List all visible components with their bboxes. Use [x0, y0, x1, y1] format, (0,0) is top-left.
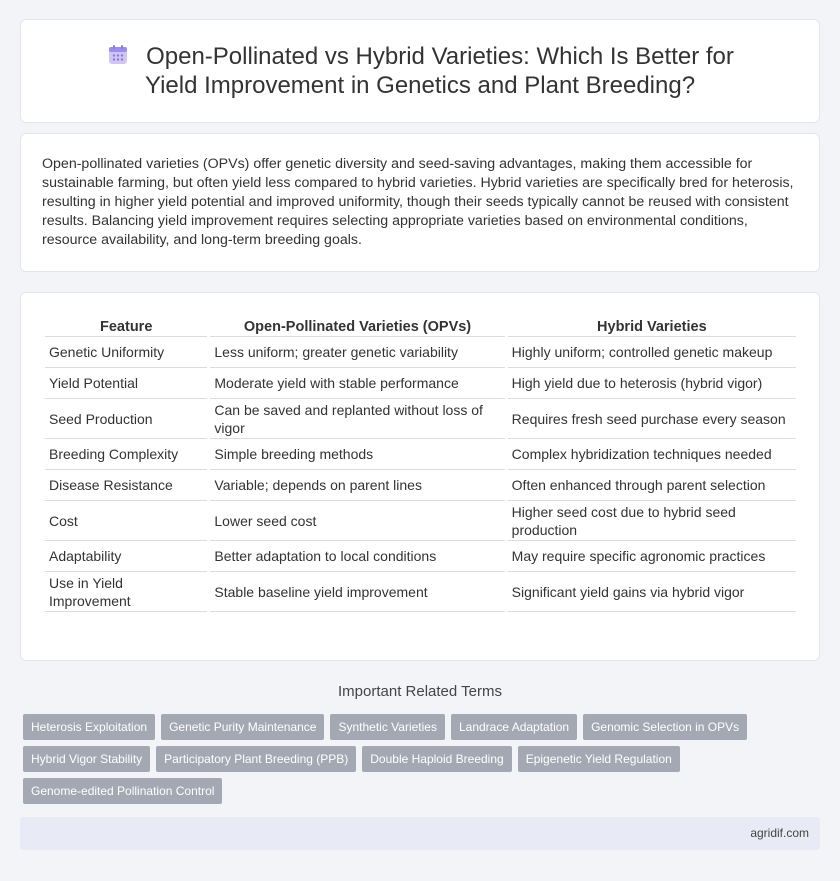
tag-row — [23, 746, 803, 772]
hybrid-cell: Requires fresh seed purchase every season — [508, 399, 796, 439]
tag-epigenetic-yield-regulation[interactable]: Epigenetic Yield Regulation — [518, 746, 680, 772]
opv-cell: Stable baseline yield improvement — [210, 572, 504, 612]
tag-genetic-purity-maintenance[interactable]: Genetic Purity Maintenance — [161, 714, 324, 740]
related-terms-title: Important Related Terms — [338, 683, 502, 700]
opv-cell: Can be saved and replanted without loss of vigor — [210, 399, 504, 439]
hybrid-cell: Significant yield gains via hybrid vigor — [508, 572, 796, 612]
hybrid-cell: Complex hybridization techniques needed — [508, 439, 796, 470]
tag-row — [23, 778, 803, 804]
feature-cell: Breeding Complexity — [45, 439, 207, 470]
hybrid-cell: Often enhanced through parent selection — [508, 470, 796, 501]
table-row — [45, 501, 796, 541]
page-title: Open-Pollinated vs Hybrid Varieties: Which Is Better for Yield Improvement in Genetics and Plant Breeding? — [144, 43, 734, 99]
table-row — [45, 399, 796, 439]
opv-cell: Simple breeding methods — [210, 439, 504, 470]
feature-cell: Seed Production — [45, 399, 207, 439]
feature-cell: Adaptability — [45, 541, 207, 572]
title-card — [20, 19, 820, 123]
tag-participatory-plant-breeding[interactable]: Participatory Plant Breeding (PPB) — [156, 746, 356, 772]
footer — [20, 817, 820, 850]
opv-cell: Moderate yield with stable performance — [210, 368, 504, 399]
feature-cell: Yield Potential — [45, 368, 207, 399]
feature-cell: Genetic Uniformity — [45, 337, 207, 368]
summary-text: Open-pollinated varieties (OPVs) offer genetic diversity and seed-saving advantages, making them accessible for sustainable farming, but often yield less compared to hybrid varieties. Hybrid varieties are specifically bred for heterosis, resulting in higher yield potential and improved uniformity, though their seeds typically cannot be reused with consistent results. Balancing yield improvement requires selecting appropriate varieties based on environmental conditions, resource availability, and long-term breeding goals. — [42, 156, 794, 248]
header-hybrid: Hybrid Varieties — [508, 315, 796, 337]
opv-cell: Variable; depends on parent lines — [210, 470, 504, 501]
summary-card — [20, 133, 820, 272]
tag-heterosis-exploitation[interactable]: Heterosis Exploitation — [23, 714, 155, 740]
page-title-row — [21, 42, 819, 100]
table-row — [45, 439, 796, 470]
table-row — [45, 470, 796, 501]
tag-hybrid-vigor-stability[interactable]: Hybrid Vigor Stability — [23, 746, 150, 772]
header-opv: Open-Pollinated Varieties (OPVs) — [210, 315, 504, 337]
feature-cell: Disease Resistance — [45, 470, 207, 501]
calendar-icon — [106, 43, 130, 67]
tag-landrace-adaptation[interactable]: Landrace Adaptation — [451, 714, 577, 740]
tag-genomic-selection-opvs[interactable]: Genomic Selection in OPVs — [583, 714, 747, 740]
tag-double-haploid-breeding[interactable]: Double Haploid Breeding — [362, 746, 511, 772]
table-row — [45, 337, 796, 368]
tag-synthetic-varieties[interactable]: Synthetic Varieties — [330, 714, 445, 740]
comparison-table-card — [20, 292, 820, 661]
comparison-table — [42, 315, 799, 612]
opv-cell: Less uniform; greater genetic variability — [210, 337, 504, 368]
header-feature: Feature — [45, 315, 207, 337]
hybrid-cell: Higher seed cost due to hybrid seed production — [508, 501, 796, 541]
footer-site-link[interactable]: agridif.com — [750, 826, 809, 840]
opv-cell: Lower seed cost — [210, 501, 504, 541]
hybrid-cell: High yield due to heterosis (hybrid vigor) — [508, 368, 796, 399]
hybrid-cell: May require specific agronomic practices — [508, 541, 796, 572]
tag-genome-edited-pollination-control[interactable]: Genome-edited Pollination Control — [23, 778, 222, 804]
hybrid-cell: Highly uniform; controlled genetic makeup — [508, 337, 796, 368]
feature-cell: Cost — [45, 501, 207, 541]
feature-cell: Use in Yield Improvement — [45, 572, 207, 612]
tag-row — [23, 714, 803, 740]
table-header-row — [45, 315, 796, 337]
table-row — [45, 541, 796, 572]
table-row — [45, 572, 796, 612]
table-row — [45, 368, 796, 399]
opv-cell: Better adaptation to local conditions — [210, 541, 504, 572]
related-terms-tags — [23, 714, 803, 810]
